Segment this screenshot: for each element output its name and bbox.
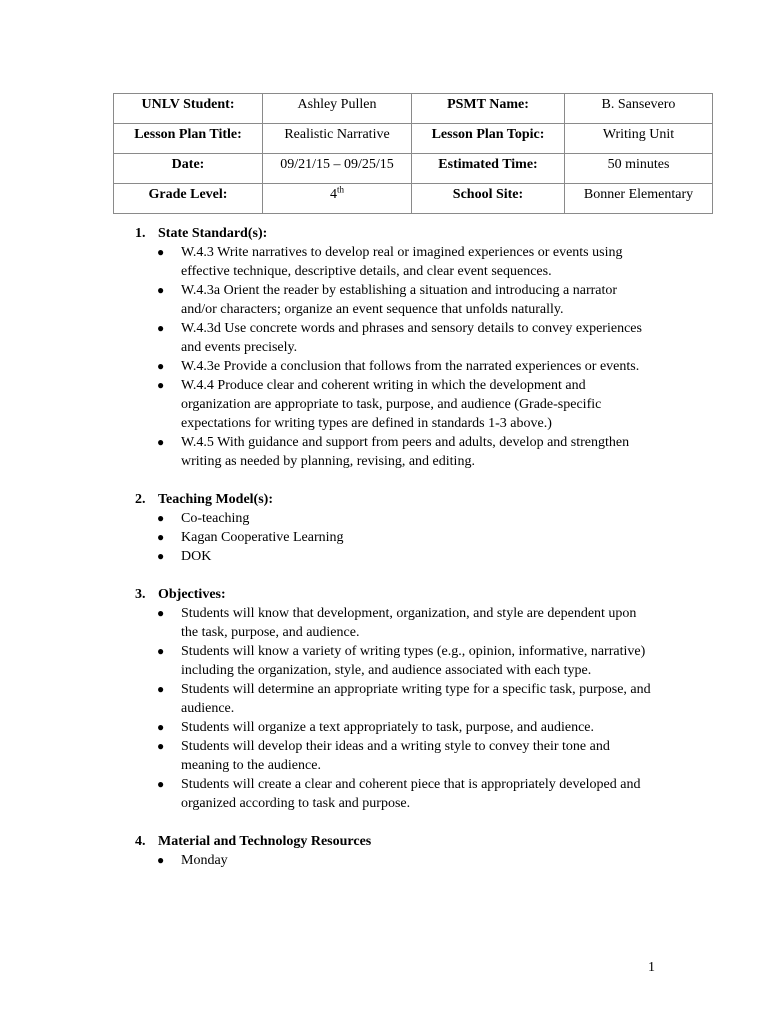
bullet-list [135, 604, 655, 813]
topic-label: Lesson Plan Topic: [412, 124, 565, 154]
bullet-icon: ● [157, 283, 165, 297]
list-item [135, 718, 655, 737]
bullet-icon: ● [157, 720, 165, 734]
list-item-text: Co-teaching [181, 511, 250, 526]
bullet-icon: ● [157, 321, 165, 335]
list-item-text: W.4.3d Use concrete words and phrases and sensory details to convey experiences and events precisely. [181, 321, 642, 355]
list-item-text: Students will know that development, organization, and style are dependent upon the task, purpose, and audience. [181, 606, 637, 640]
school-value: Bonner Elementary [565, 184, 713, 214]
bullet-icon: ● [157, 530, 165, 544]
list-item-text: Students will determine an appropriate writing type for a specific task, purpose, and audience. [181, 682, 651, 716]
page-number: 1 [648, 960, 655, 975]
date-label: Date: [114, 154, 263, 184]
section-heading [135, 224, 655, 243]
student-value: Ashley Pullen [263, 94, 412, 124]
section-materials [135, 832, 655, 870]
section-state-standards [135, 224, 655, 471]
psmt-value: B. Sansevero [565, 94, 713, 124]
section-title: Teaching Model(s): [158, 492, 273, 507]
list-item-text: Students will know a variety of writing types (e.g., opinion, informative, narrative) including the organization, style, and audience associated with each type. [181, 644, 646, 678]
list-item [135, 357, 655, 376]
topic-value: Writing Unit [565, 124, 713, 154]
table-row [114, 94, 713, 124]
date-value: 09/21/15 – 09/25/15 [263, 154, 412, 184]
section-number: 2. [135, 492, 146, 507]
student-label: UNLV Student: [114, 94, 263, 124]
bullet-icon: ● [157, 378, 165, 392]
table-row [114, 154, 713, 184]
bullet-icon: ● [157, 606, 165, 620]
bullet-icon: ● [157, 511, 165, 525]
list-item-text: W.4.4 Produce clear and coherent writing in which the development and organization are appropriate to task, purpose, and audience (Grade-specific expectations for writing types are defined in standards 1-3 above.) [181, 378, 602, 431]
list-item-text: W.4.3e Provide a conclusion that follows from the narrated experiences or events. [181, 359, 640, 374]
list-item [135, 680, 655, 718]
section-number: 4. [135, 834, 146, 849]
bullet-icon: ● [157, 644, 165, 658]
grade-label: Grade Level: [114, 184, 263, 214]
bullet-icon: ● [157, 435, 165, 449]
list-item-text: W.4.5 With guidance and support from peers and adults, develop and strengthen writing as needed by planning, revising, and editing. [181, 435, 630, 469]
list-item [135, 851, 655, 870]
list-item [135, 509, 655, 528]
bullet-icon: ● [157, 739, 165, 753]
section-heading [135, 832, 655, 851]
list-item-text: DOK [181, 549, 212, 564]
grade-value [263, 184, 412, 214]
bullet-icon: ● [157, 359, 165, 373]
bullet-icon: ● [157, 549, 165, 563]
bullet-icon: ● [157, 777, 165, 791]
list-item-text: W.4.3a Orient the reader by establishing a situation and introducing a narrator and/or characters; organize an event sequence that unfolds naturally. [181, 283, 618, 317]
section-teaching-models [135, 490, 655, 566]
lesson-info-table [113, 93, 713, 214]
list-item-text: Students will develop their ideas and a writing style to convey their tone and meaning to the audience. [181, 739, 610, 773]
school-label: School Site: [412, 184, 565, 214]
bullet-icon: ● [157, 853, 165, 867]
list-item [135, 775, 655, 813]
list-item [135, 604, 655, 642]
lesson-sections [135, 224, 655, 870]
section-number: 3. [135, 587, 146, 602]
list-item [135, 642, 655, 680]
bullet-list [135, 243, 655, 471]
list-item [135, 528, 655, 547]
psmt-label: PSMT Name: [412, 94, 565, 124]
list-item [135, 281, 655, 319]
section-heading [135, 490, 655, 509]
list-item [135, 319, 655, 357]
list-item-text: Students will create a clear and coherent piece that is appropriately developed and organized according to task and purpose. [181, 777, 641, 811]
list-item-text: W.4.3 Write narratives to develop real or imagined experiences or events using effective technique, descriptive details, and clear event sequences. [181, 245, 623, 279]
grade-suffix: th [336, 184, 344, 195]
bullet-list [135, 509, 655, 566]
table-row [114, 184, 713, 214]
title-value: Realistic Narrative [263, 124, 412, 154]
list-item [135, 433, 655, 471]
section-title: State Standard(s): [158, 226, 268, 241]
list-item [135, 737, 655, 775]
section-title: Objectives: [158, 587, 226, 602]
time-value: 50 minutes [565, 154, 713, 184]
section-heading [135, 585, 655, 604]
title-label: Lesson Plan Title: [114, 124, 263, 154]
grade-number: 4 [329, 187, 337, 202]
list-item [135, 243, 655, 281]
list-item-text: Monday [181, 853, 228, 868]
bullet-icon: ● [157, 245, 165, 259]
list-item [135, 547, 655, 566]
bullet-icon: ● [157, 682, 165, 696]
list-item [135, 376, 655, 433]
section-objectives [135, 585, 655, 813]
table-row [114, 124, 713, 154]
bullet-list [135, 851, 655, 870]
list-item-text: Students will organize a text appropriately to task, purpose, and audience. [181, 720, 595, 735]
section-title: Material and Technology Resources [158, 834, 372, 849]
time-label: Estimated Time: [412, 154, 565, 184]
list-item-text: Kagan Cooperative Learning [181, 530, 344, 545]
section-number: 1. [135, 226, 146, 241]
